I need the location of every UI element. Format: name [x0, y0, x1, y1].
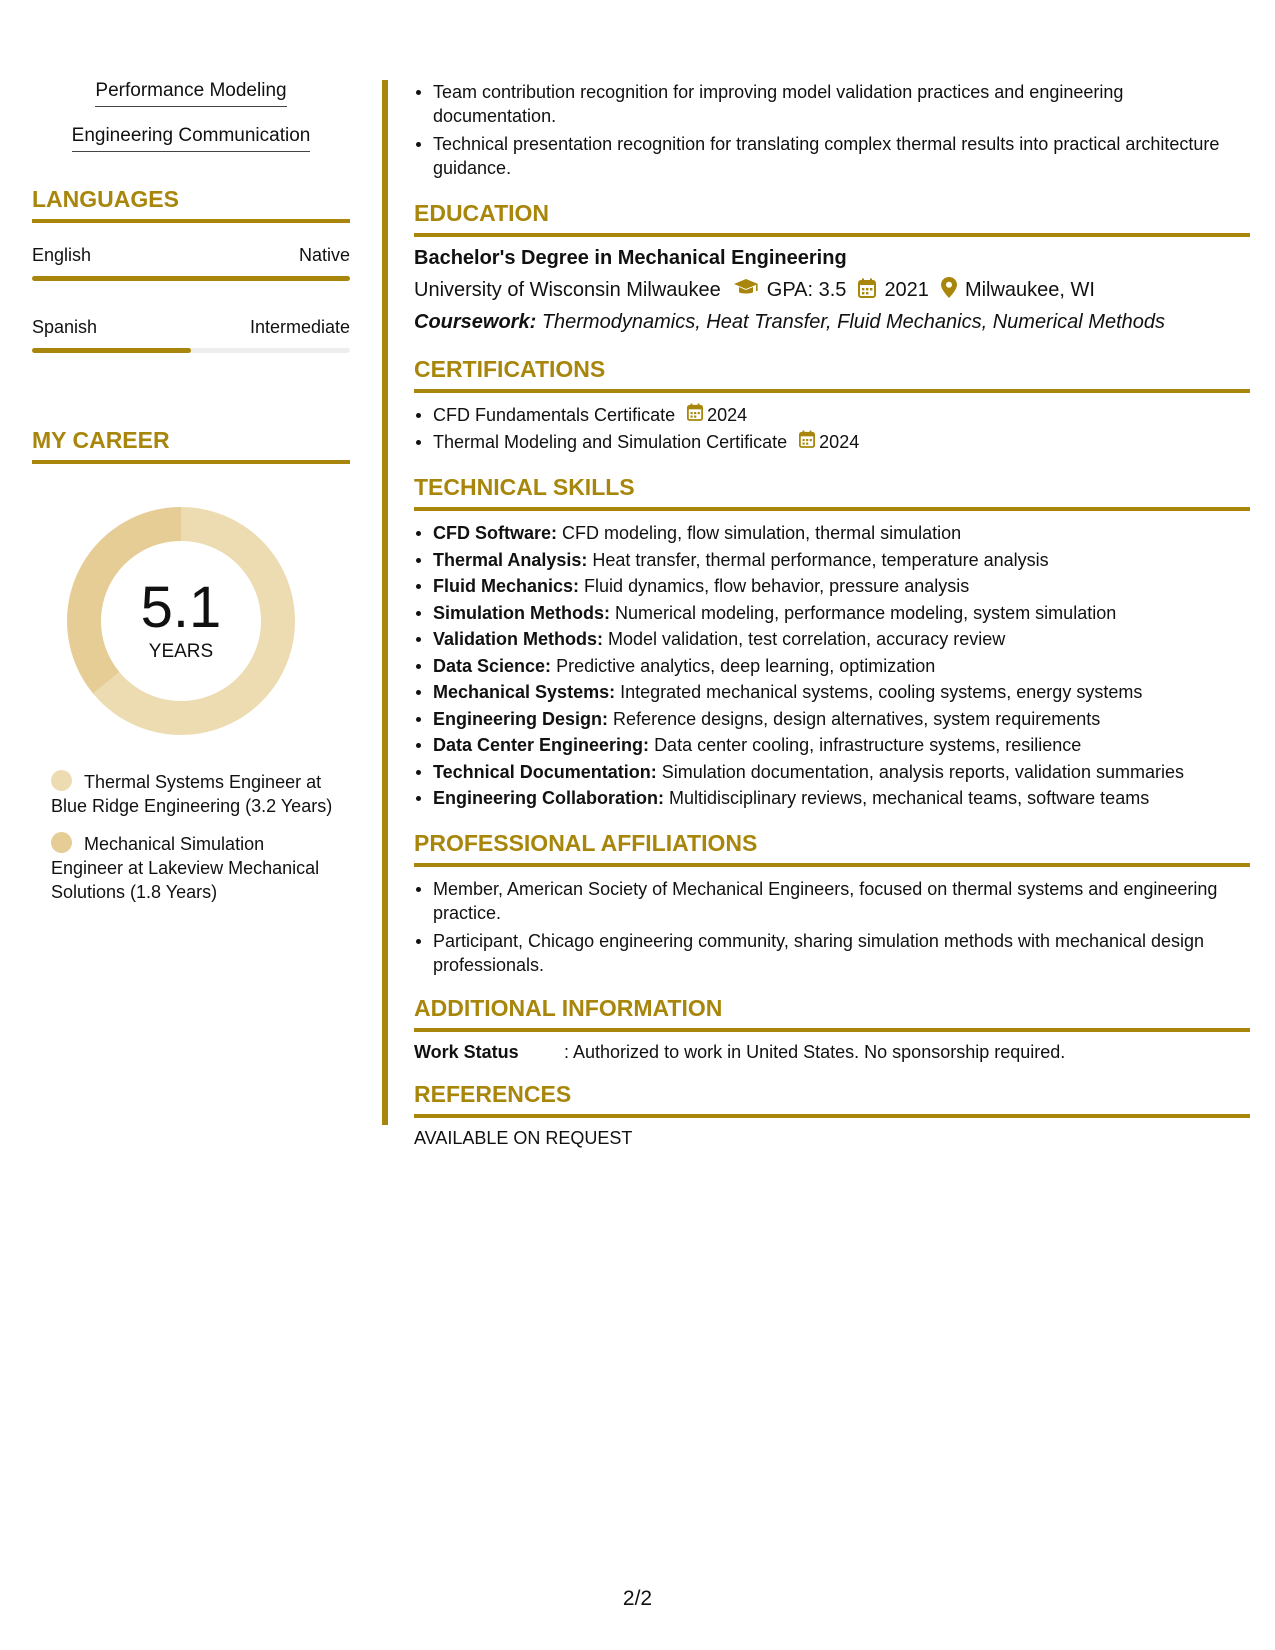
achievements-list [414, 80, 1250, 180]
column-divider [382, 80, 388, 1125]
calendar-icon [858, 278, 876, 304]
location-pin-icon [941, 277, 957, 304]
skill-item [414, 680, 1250, 704]
language-name: Spanish [32, 317, 98, 337]
languages-title: LANGUAGES [32, 186, 350, 223]
career-unit: YEARS [148, 641, 214, 662]
school: University of Wisconsin Milwaukee [414, 279, 721, 301]
list-item [414, 430, 1250, 454]
list-item: Team contribution recognition for improving model validation practices and engineering documentation. [414, 80, 1250, 128]
certifications-title: CERTIFICATIONS [414, 356, 1250, 393]
skill-value: Multidisciplinary reviews, mechanical teams, software teams [669, 788, 1150, 808]
certification-name: Thermal Modeling and Simulation Certificate [433, 432, 788, 452]
skill-item [414, 707, 1250, 731]
skill-item [414, 521, 1250, 545]
skill-label: Simulation Methods: [433, 602, 610, 623]
language-level: Intermediate [249, 317, 350, 337]
sidebar [32, 80, 350, 918]
page-number: 2/2 [622, 1587, 653, 1610]
list-item: Participant, Chicago engineering community, sharing simulation methods with mechanical design professionals. [414, 929, 1250, 977]
language-name: English [32, 245, 92, 265]
skill-value: Fluid dynamics, flow behavior, pressure analysis [584, 576, 970, 596]
skill-value: Reference designs, design alternatives, system requirements [613, 708, 1101, 729]
graduation-cap-icon [733, 278, 759, 304]
degree: Bachelor's Degree in Mechanical Engineering [414, 247, 847, 269]
location: Milwaukee, WI [964, 279, 1095, 301]
technical-skills-title: TECHNICAL SKILLS [414, 474, 1250, 511]
skill-label: Technical Documentation: [433, 761, 657, 782]
list-item: Technical presentation recognition for translating complex thermal results into practical architecture guidance. [414, 132, 1250, 180]
calendar-icon [687, 403, 703, 427]
skill-value: Integrated mechanical systems, cooling systems, energy systems [620, 682, 1143, 702]
skill-value: Data center cooling, infrastructure systems, resilience [654, 735, 1082, 755]
skill-item [414, 601, 1250, 625]
list-item [414, 403, 1250, 427]
career-total: 5.1 [140, 575, 222, 640]
career-legend-item: Thermal Systems Engineer at Blue Ridge Engineering (3.2 Years) [51, 772, 333, 816]
career-legend [51, 770, 336, 904]
skill-label: Thermal Analysis: [433, 549, 588, 570]
affiliations-list [414, 877, 1250, 977]
graduation-year: 2021 [884, 279, 929, 301]
references-title: REFERENCES [414, 1081, 1250, 1118]
career-donut [66, 506, 296, 736]
references-value: AVAILABLE ON REQUEST [414, 1128, 633, 1148]
skill-label: Data Center Engineering: [433, 735, 650, 755]
language-bar [32, 276, 350, 281]
certifications-list [414, 403, 1250, 454]
list-item: Member, American Society of Mechanical Engineers, focused on thermal systems and engineering practice. [414, 877, 1250, 925]
skill-tag: Engineering Communication [32, 125, 350, 152]
skill-item [414, 574, 1250, 598]
skill-value: Model validation, test correlation, accuracy review [608, 629, 1006, 649]
skill-value: Heat transfer, thermal performance, temperature analysis [592, 549, 1049, 570]
skill-label: Fluid Mechanics: [433, 576, 580, 596]
legend-dot-icon [51, 832, 72, 853]
technical-skills-list [414, 521, 1250, 810]
skill-label: Validation Methods: [433, 629, 604, 649]
certification-name: CFD Fundamentals Certificate [433, 405, 676, 425]
skill-tag: Performance Modeling [32, 80, 350, 107]
education-details [414, 277, 1250, 304]
skill-item [414, 733, 1250, 757]
education-title: EDUCATION [414, 200, 1250, 237]
additional-info-title: ADDITIONAL INFORMATION [414, 995, 1250, 1032]
work-status [414, 1042, 1250, 1063]
work-status-value: : Authorized to work in United States. No sponsorship required. [564, 1042, 1066, 1062]
language-item-english [32, 245, 350, 281]
language-bar-fill [32, 276, 350, 281]
affiliations-title: PROFESSIONAL AFFILIATIONS [414, 830, 1250, 867]
skill-item [414, 627, 1250, 651]
skill-item [414, 548, 1250, 572]
language-bar-fill [32, 348, 191, 353]
skill-label: CFD Software: [433, 523, 558, 543]
career-legend-item: Mechanical Simulation Engineer at Lakeview Mechanical Solutions (1.8 Years) [51, 834, 320, 902]
skill-label: Data Science: [433, 655, 552, 676]
coursework: Coursework: Thermodynamics, Heat Transfer, Fluid Mechanics, Numerical Methods [414, 311, 1165, 333]
career-title: MY CAREER [32, 427, 350, 464]
skill-value: Predictive analytics, deep learning, optimization [556, 655, 936, 676]
certification-year: 2024 [819, 432, 860, 452]
skill-label: Mechanical Systems: [433, 682, 616, 702]
skill-label: Engineering Collaboration: [433, 788, 665, 808]
legend-dot-icon [51, 770, 72, 791]
skill-item [414, 760, 1250, 784]
calendar-icon [799, 430, 815, 454]
gpa: GPA: 3.5 [766, 279, 847, 301]
skill-label: Engineering Design: [433, 708, 609, 729]
main-content [414, 80, 1250, 1149]
work-status-label: Work Status [414, 1042, 519, 1062]
language-level: Native [298, 245, 350, 265]
language-item-spanish [32, 317, 350, 353]
certification-year: 2024 [707, 405, 748, 425]
skill-item [414, 786, 1250, 810]
skill-item [414, 654, 1250, 678]
skill-value: CFD modeling, flow simulation, thermal simulation [562, 523, 962, 543]
skill-value: Numerical modeling, performance modeling, system simulation [615, 602, 1117, 623]
skill-value: Simulation documentation, analysis reports, validation summaries [661, 761, 1184, 782]
language-bar [32, 348, 350, 353]
